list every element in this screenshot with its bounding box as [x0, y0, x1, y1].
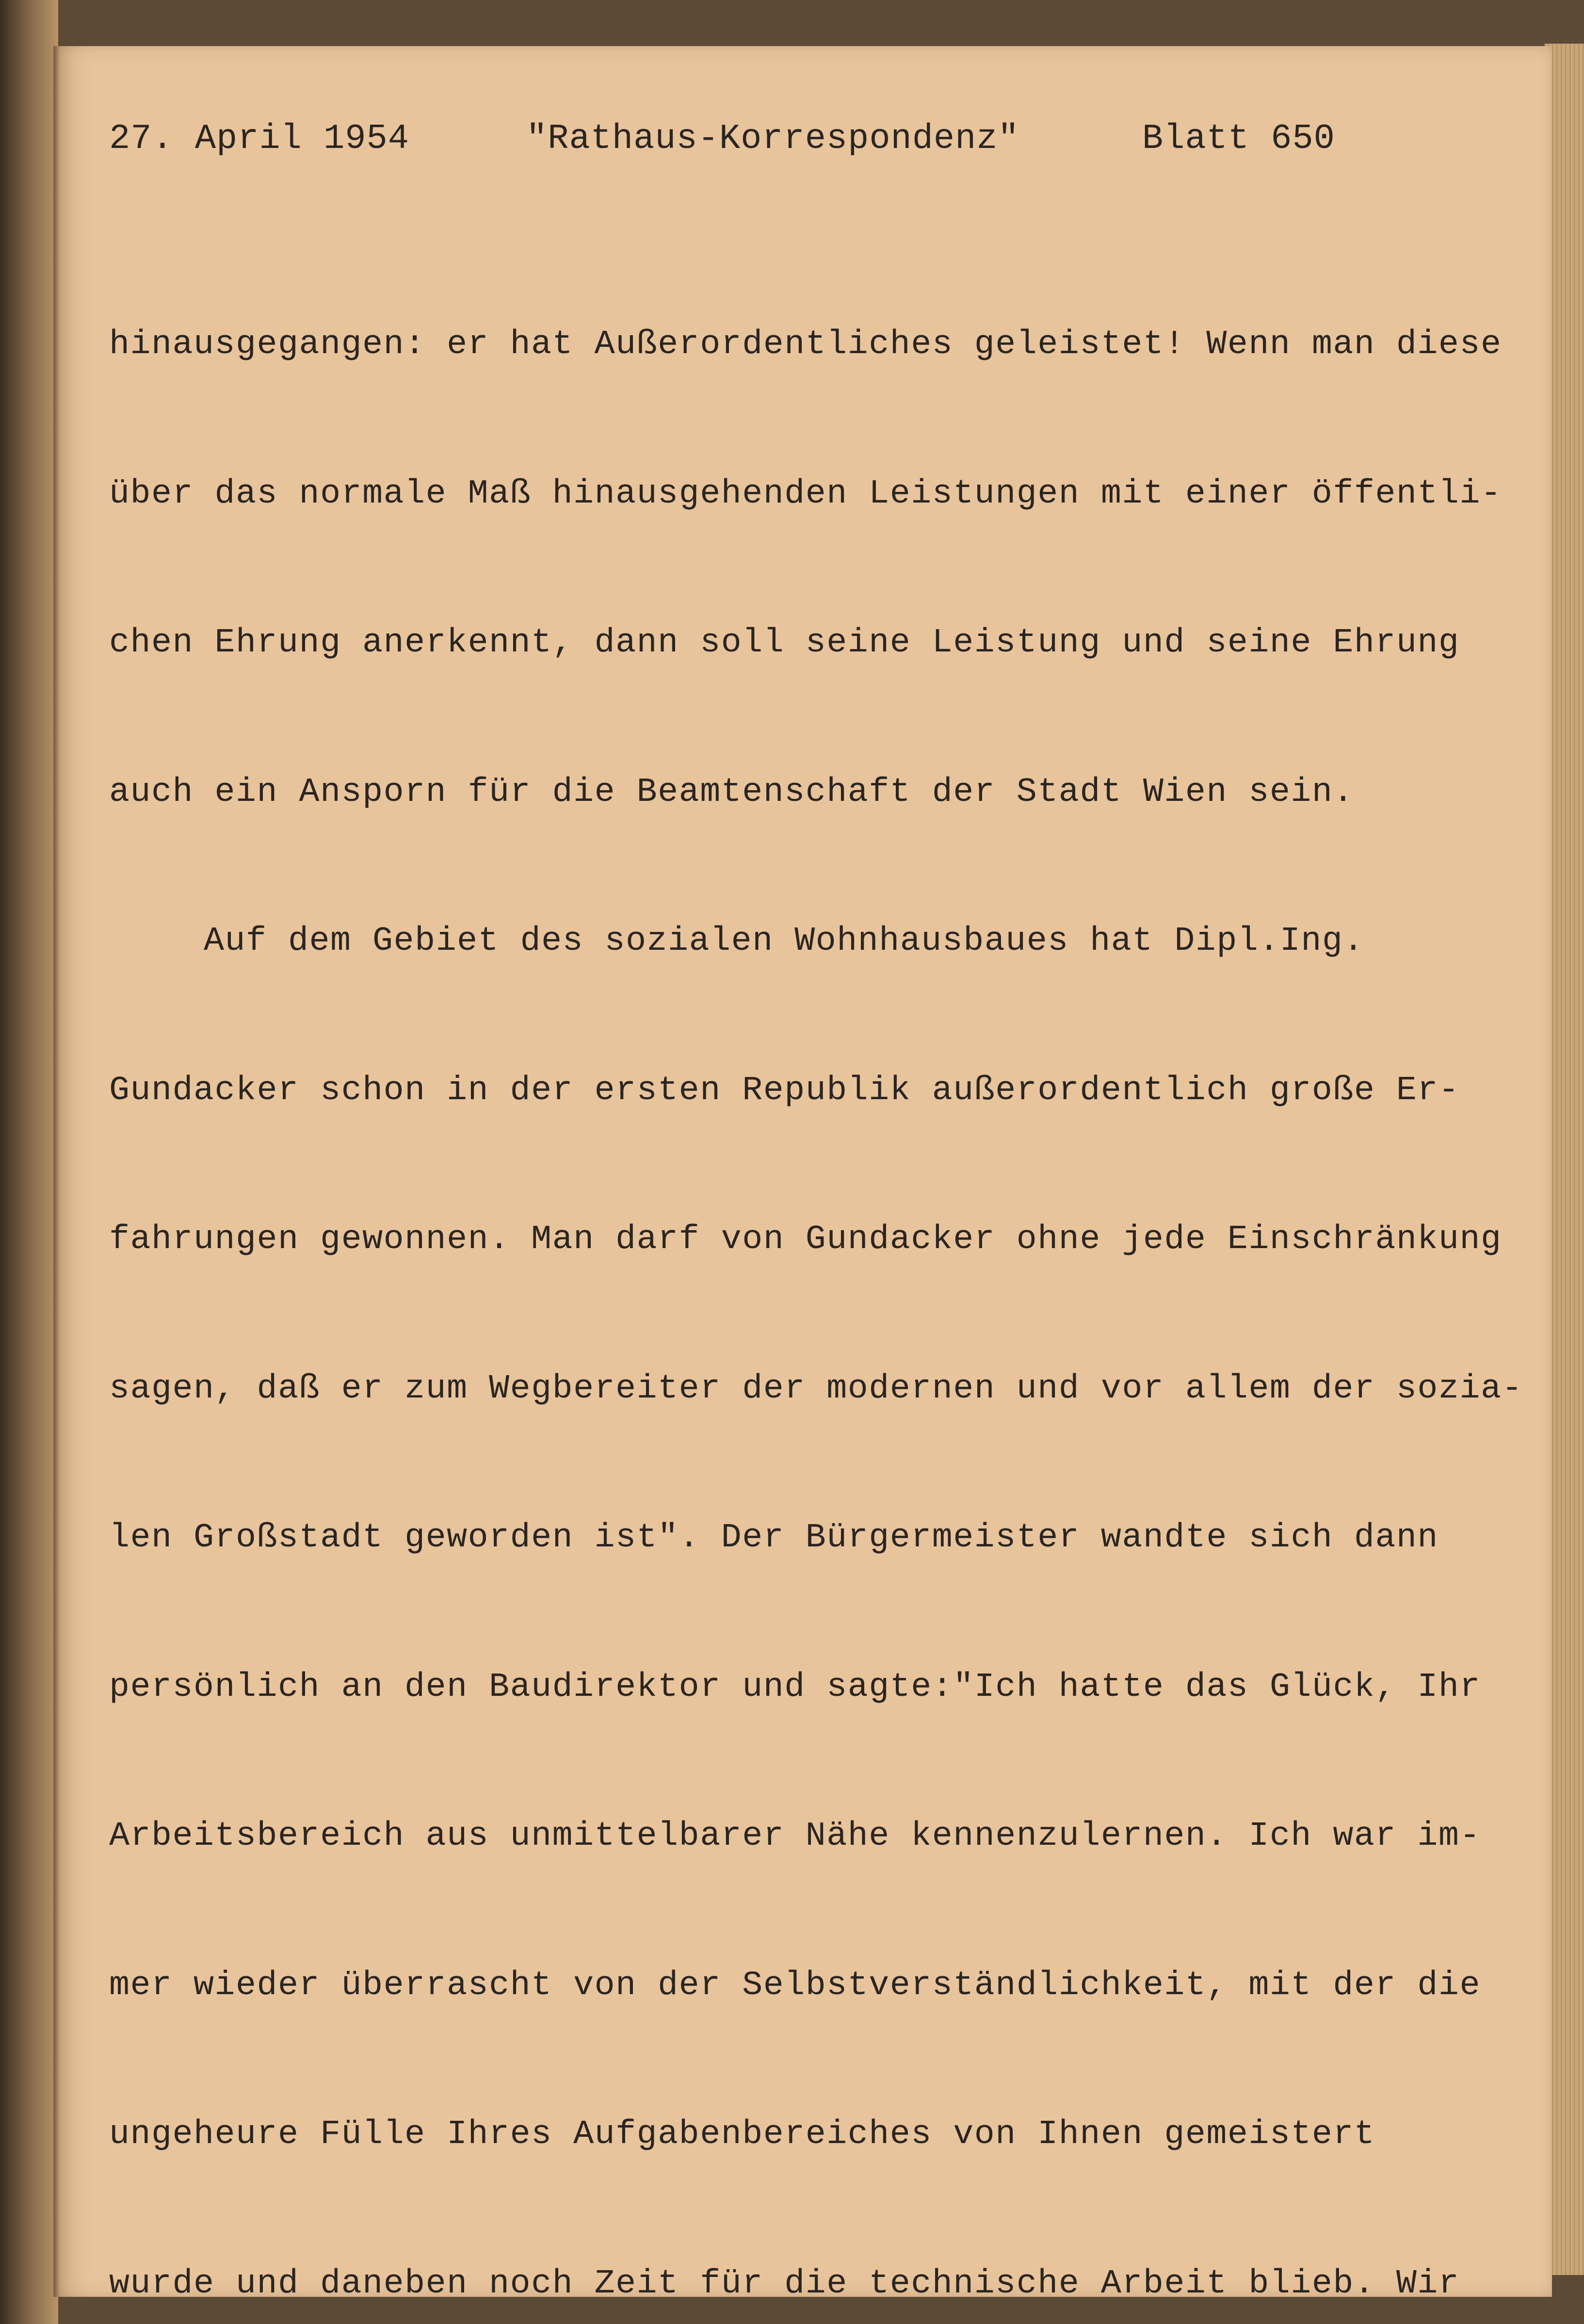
page-gutter-shadow	[53, 46, 60, 2297]
text-line: Gundacker schon in der ersten Republik außerordentlich große Er-	[109, 1071, 1460, 1110]
text-line: len Großstadt geworden ist". Der Bürgermeister wandte sich dann	[109, 1519, 1439, 1557]
text-line: ungeheure Fülle Ihres Aufgabenbereiches von Ihnen gemeistert	[109, 2115, 1375, 2154]
text-line: fahrungen gewonnen. Man darf von Gundacker ohne jede Einschränkung	[109, 1220, 1502, 1259]
document-page	[53, 46, 1552, 2303]
page-header	[109, 119, 1419, 172]
text-line: sagen, daß er zum Wegbereiter der modernen und vor allem der sozia-	[109, 1369, 1523, 1408]
text-line-paragraph-start: Auf dem Gebiet des sozialen Wohnhausbaues hat Dipl.Ing.	[204, 922, 1364, 960]
text-line: wurde und daneben noch Zeit für die technische Arbeit blieb. Wir	[109, 2264, 1460, 2303]
body-text	[109, 221, 1523, 2324]
text-line: persönlich an den Baudirektor und sagte:"Ich hatte das Glück, Ihr	[109, 1668, 1481, 1706]
text-line: über das normale Maß hinausgehenden Leistungen mit einer öffentli-	[109, 474, 1502, 513]
text-line: mer wieder überrascht von der Selbstverständlichkeit, mit der die	[109, 1966, 1481, 2005]
text-line: auch ein Ansporn für die Beamtenschaft der Stadt Wien sein.	[109, 773, 1354, 812]
header-title: "Rathaus-Korrespondenz"	[526, 119, 1019, 159]
header-date: 27. April 1954	[109, 119, 409, 159]
text-line: Arbeitsbereich aus unmittelbarer Nähe kennenzulernen. Ich war im-	[109, 1817, 1481, 1855]
header-sheet-number: Blatt 650	[1142, 119, 1335, 159]
text-line: chen Ehrung anerkennt, dann soll seine Leistung und seine Ehrung	[109, 624, 1460, 662]
text-line: hinausgegangen: er hat Außerordentliches geleistet! Wenn man diese	[109, 325, 1502, 364]
book-binding	[0, 0, 58, 2324]
